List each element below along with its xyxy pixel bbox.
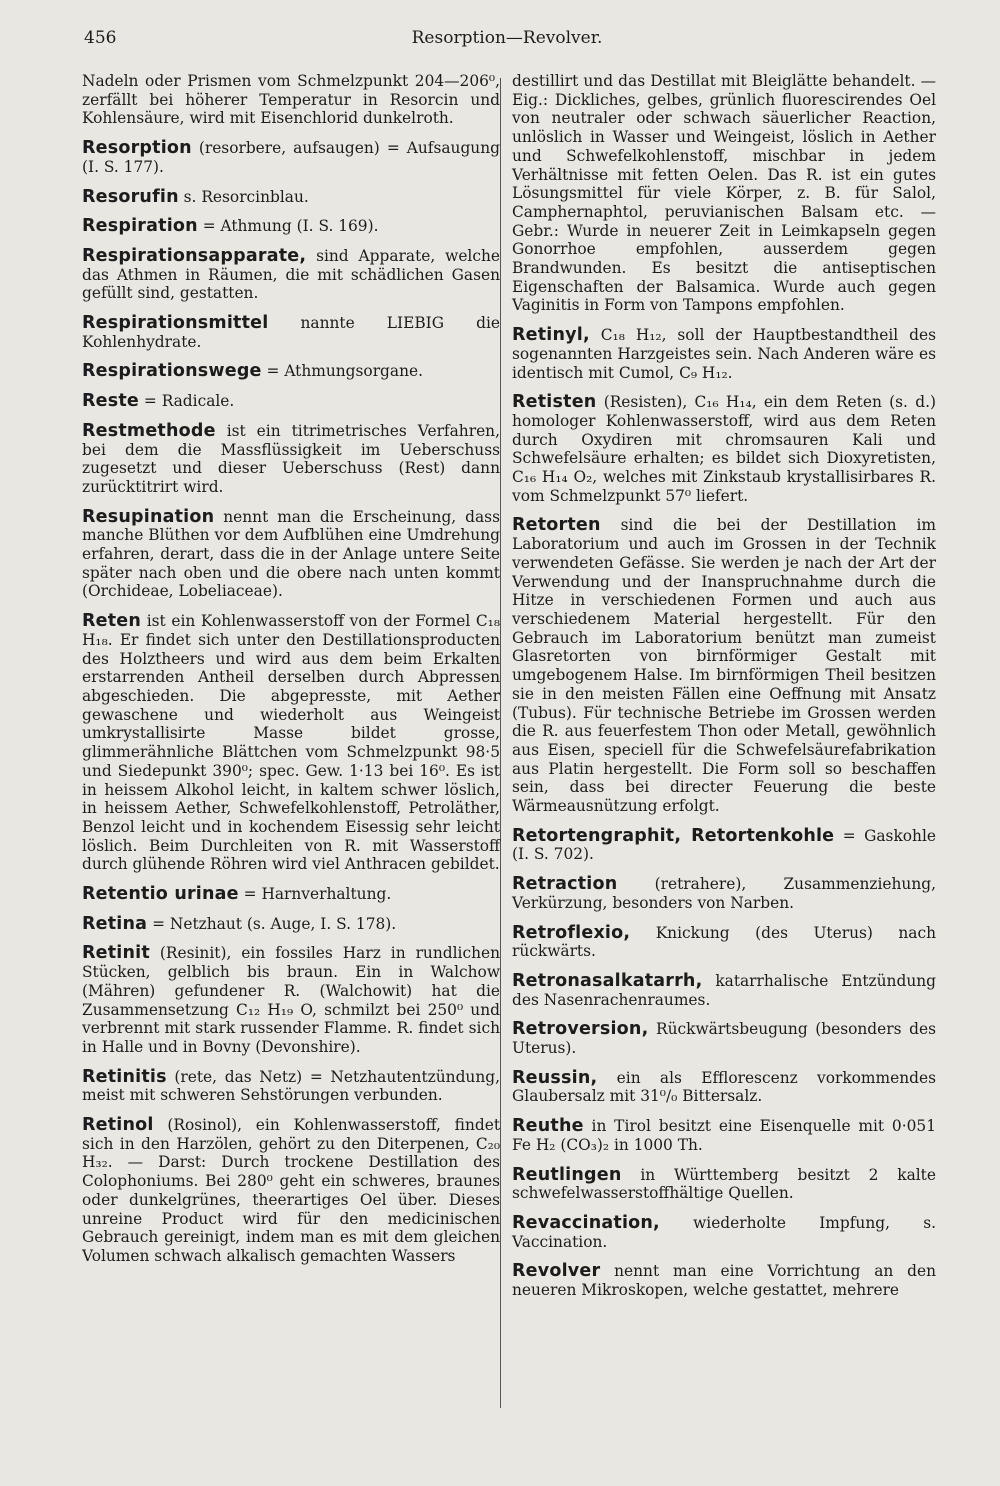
entry-text: ein als Efflorescenz vorkommendes Glaubersalz mit 31⁰/₀ Bittersalz.: [512, 1068, 936, 1106]
headword: Reutlingen: [512, 1164, 622, 1185]
entry: [512, 393, 936, 505]
headword: Respirationswege: [82, 361, 262, 382]
entry-text: in Tirol besitzt eine Eisenquelle mit 0·051 Fe H₂ (CO₃)₂ in 1000 Th.: [512, 1117, 936, 1154]
headword: Resorption: [82, 138, 192, 159]
entry: [512, 875, 936, 912]
entry-text: katarrhalische Entzündung des Nasenrachenraumes.: [512, 971, 936, 1009]
headword: Retronasalkatarrh,: [512, 970, 703, 991]
headword: Reussin,: [512, 1067, 598, 1088]
headword: Retraction: [512, 874, 618, 895]
page-header: [84, 28, 930, 58]
headword: Restmethode: [82, 420, 216, 441]
entry-text: = Athmung (I. S. 169).: [202, 217, 379, 236]
headword: Retinit: [82, 943, 150, 964]
entry: [82, 915, 500, 934]
right-column: [512, 72, 936, 1311]
entry-text: (retrahere), Zusammenziehung, Verkürzung, besonders von Narben.: [512, 875, 936, 912]
entry: [82, 314, 500, 351]
entry-text: (rete, das Netz) = Netzhautentzündung, meist mit schweren Sehstörungen verbunden.: [82, 1067, 500, 1105]
entry: [82, 392, 500, 411]
page-number: 456: [84, 28, 117, 48]
entry-text: = Harnverhaltung.: [243, 885, 392, 904]
entry-text: (Rosinol), ein Kohlenwasserstoff, findet sich in den Harzölen, gehört zu den Diterpenen, C₂₀ H₃₂. — Darst: Durch trockene Destillation des Colophoniums. Bei 280⁰ geht ein schweres, braunes oder dunkelgrünes, theerartiges Oel über. Dieses unreine Product wird für den medicinischen Gebrauch gereinigt, indem man es mit dem gleichen Volumen schwach alkalisch gemachten Wassers: [82, 1116, 500, 1265]
entry: [82, 944, 500, 1056]
entry: [512, 924, 936, 961]
entry: [512, 1262, 936, 1299]
entry: [512, 1069, 936, 1106]
entry: [512, 1166, 936, 1203]
entry: [82, 612, 500, 874]
entry-text: Knickung (des Uterus) nach rückwärts.: [512, 923, 936, 961]
entry-text: ist ein titrimetrisches Verfahren, bei dem die Massflüssigkeit im Ueberschuss zugesetzt und dieser Ueberschuss (Rest) dann zurücktitrirt wird.: [82, 421, 500, 496]
entry: [512, 1020, 936, 1057]
entry-text: C₁₈ H₁₂, soll der Hauptbestandtheil des sogenannten Harzgeistes sein. Nach Anderen wäre es identisch mit Cumol, C₉ H₁₂.: [512, 326, 936, 382]
headword: Retinitis: [82, 1066, 167, 1087]
entry: [82, 188, 500, 207]
headword: Respirationsmittel: [82, 313, 269, 334]
entry-text: (Resisten), C₁₆ H₁₄, ein dem Reten (s. d.) homologer Kohlenwasserstoff, wird aus dem Reten durch Oxydiren mit chromsauren Kali und Schwefelsäure erhalten; es bildet sich Dioxyretisten, C₁₆ H₁₄ O₂, welches mit Zinkstaub krystallisirbares R. vom Schmelzpunkt 57⁰ liefert.: [512, 393, 936, 505]
entry-text: sind Apparate, welche das Athmen in Räumen, die mit schädlichen Gasen gefüllt sind, gestatten.: [82, 246, 500, 303]
entry: [82, 508, 500, 602]
entry: [512, 827, 936, 864]
entry-continuation: destillirt und das Destillat mit Bleiglätte behandelt. — Eig.: Dickliches, gelbes, grünlich fluorescirendes Oel von neutraler oder schwach säuerlicher Reaction, unlöslich in Wasser und Weingeist, löslich in Aether und Schwefelkohlenstoff, mischbar in jedem Verhältnisse mit fetten Oelen. Das R. ist ein gutes Lösungsmittel für viele Körper, z. B. für Salol, Camphernaphtol, peruvianischen Balsam etc. — Gebr.: Wurde in neuerer Zeit in Leimkapseln gegen Gonorrhoe empfohlen, ausserdem gegen Brandwunden. Es besitzt die antiseptischen Eigenschaften der Balsamica. Wurde auch gegen Vaginitis in Form von Tampons empfohlen.: [512, 72, 936, 315]
entry: [82, 247, 500, 303]
headword: Reten: [82, 611, 142, 632]
entry: [82, 217, 500, 236]
entry-text: = Athmungsorgane.: [266, 362, 423, 381]
headword: Resorufin: [82, 186, 179, 207]
headword: Respirationsapparate,: [82, 245, 307, 266]
entry-text: = Gaskohle (I. S. 702).: [512, 826, 936, 864]
entry-text: (resorbere, aufsaugen) = Aufsaugung (I. S. 177).: [82, 139, 500, 176]
entry-text: ist ein Kohlenwasserstoff von der Formel C₁₈ H₁₈. Er findet sich unter den Destillationsproducten des Holztheers und wird aus dem beim Erkalten erstarrenden Antheil derselben durch Abpressen abgeschieden. Die abgepresste, mit Aether gewaschene und wiederholt aus Weingeist umkrystallisirte Masse bildet grosse, glimmerähnliche Blättchen vom Schmelzpunkt 98·5 und Siedepunkt 390⁰; spec. Gew. 1·13 bei 16⁰. Es ist in heissem Alkohol leicht, in kaltem schwer löslich, in heissem Aether, Schwefelkohlenstoff, Petroläther, Benzol leicht und in kochendem Eisessig sehr leicht löslich. Beim Durchleiten von R. mit Wasserstoff durch glühende Röhren wird viel Anthracen gebildet.: [82, 612, 500, 874]
headword: Retinol: [82, 1115, 154, 1136]
entry: [82, 362, 500, 381]
entry: [512, 1214, 936, 1251]
entry-continuation: Nadeln oder Prismen vom Schmelzpunkt 204—206⁰, zerfällt bei höherer Temperatur in Resorcin und Kohlensäure, wird mit Eisenchlorid dunkelroth.: [82, 72, 500, 128]
entry-text: s. Resorcinblau.: [183, 187, 309, 206]
entry-text: (Resinit), ein fossiles Harz in rundlichen Stücken, gelblich bis braun. Ein in Walchow (Mähren) gefundener R. (Walchowit) hat die Zusammensetzung C₁₂ H₁₉ O, schmilzt bei 250⁰ und verbrennt mit stark russender Flamme. R. findet sich in Halle und in Bovny (Devonshire).: [82, 944, 500, 1056]
running-head: Resorption—Revolver.: [411, 28, 603, 48]
entry-text: nennt man eine Vorrichtung an den neueren Mikroskopen, welche gestattet, mehrere: [512, 1262, 936, 1300]
headword: Retroflexio,: [512, 922, 631, 943]
headword: Retroversion,: [512, 1019, 649, 1040]
entry-text: nennt man die Erscheinung, dass manche Blüthen vor dem Aufblühen eine Umdrehung erfahren, derart, dass die in der Anlage untere Seite später nach oben und die obere nach unten kommt (Orchideae, Lobeliaceae).: [82, 507, 500, 601]
entry: [512, 1117, 936, 1154]
entry-text: wiederholte Impfung, s. Vaccination.: [512, 1213, 936, 1251]
entry-text: = Netzhaut (s. Auge, I. S. 178).: [152, 914, 397, 933]
headword: Resupination: [82, 506, 215, 527]
entry-text: Rückwärtsbeugung (besonders des Uterus).: [512, 1020, 936, 1058]
entry: [512, 326, 936, 382]
left-column: [82, 72, 500, 1277]
entry-text: = Radicale.: [143, 392, 235, 411]
entry: [512, 516, 936, 815]
entry: [512, 972, 936, 1009]
headword: Retina: [82, 913, 148, 934]
entry-text: in Württemberg besitzt 2 kalte schwefelwasserstoffhältige Quellen.: [512, 1165, 936, 1203]
entry: [82, 1068, 500, 1105]
entry-text: sind die bei der Destillation im Laboratorium und auch im Grossen in der Technik verwendeten Gefässe. Sie werden je nach der Art der Verwendung und der Inanspruchnahme durch die Hitze in verschiedenen Formen und auch aus verschiedenem Material hergestellt. Für den Gebrauch im Laboratorium benützt man zumeist Glasretorten von birnförmiger Gestalt mit umgebogenem Halse. Im birnförmigen Theil besitzen sie in den meisten Fällen eine Oeffnung mit Ansatz (Tubus). Für technische Betriebe im Grossen werden die R. aus feuerfestem Thon oder Metall, gewöhnlich aus Eisen, speciell für die Schwefelsäurefabrikation aus Platin hergestellt. Die Form soll so beschaffen sein, dass bei directer Feuerung die beste Wärmeausnützung erfolgt.: [512, 516, 936, 816]
headword: Retentio urinae: [82, 884, 239, 905]
entry: [82, 1116, 500, 1266]
headword: Revaccination,: [512, 1212, 660, 1233]
headword: Reste: [82, 391, 139, 412]
headword: Reuthe: [512, 1116, 584, 1137]
entry-text: nannte LIEBIG die Kohlenhydrate.: [82, 314, 500, 351]
headword: Retinyl,: [512, 325, 590, 346]
entry: [82, 139, 500, 176]
headword: Retortengraphit, Retortenkohle: [512, 825, 835, 846]
headword: Retorten: [512, 515, 601, 536]
column-divider: [500, 78, 501, 1408]
headword: Respiration: [82, 216, 198, 237]
headword: Retisten: [512, 392, 597, 413]
entry: [82, 885, 500, 904]
headword: Revolver: [512, 1261, 601, 1282]
entry: [82, 422, 500, 497]
